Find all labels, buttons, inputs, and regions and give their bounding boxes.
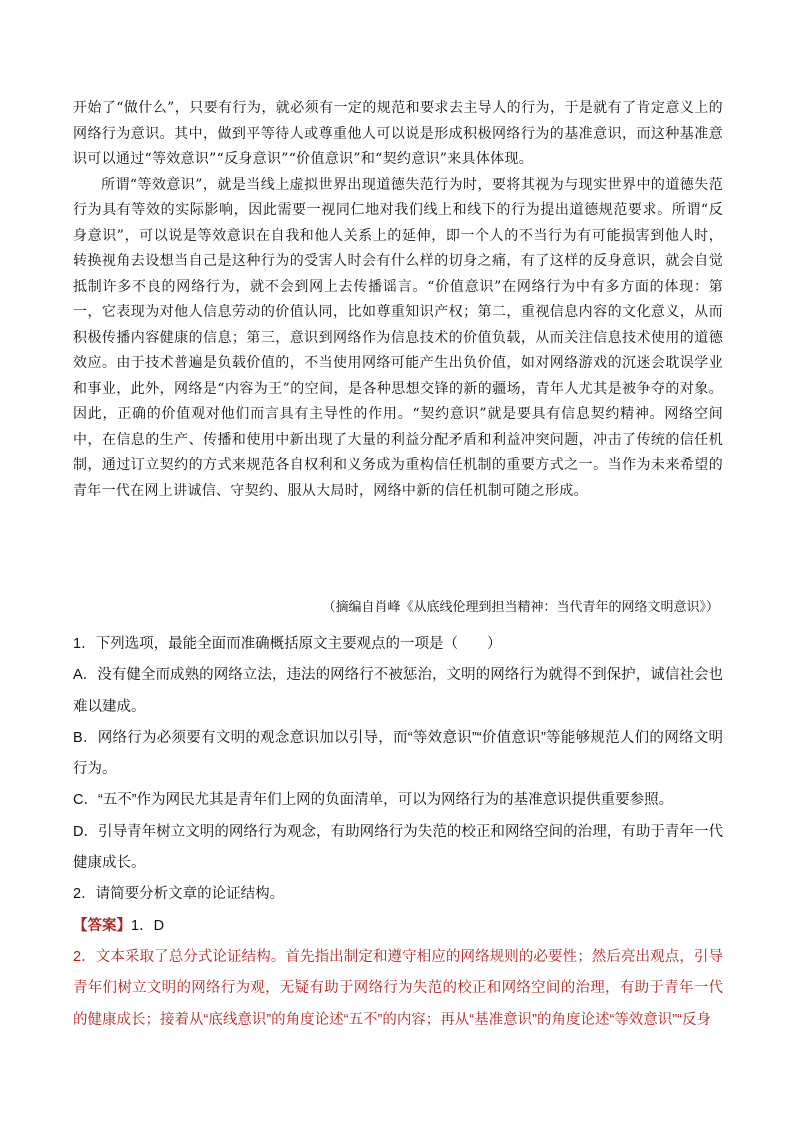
question-1: 1．下列选项，最能全面而准确概括原文主要观点的一项是（ ）: [73, 636, 502, 652]
passage-source: （摘编自肖峰《从底线伦理到担当精神：当代青年的网络文明意识》）: [322, 600, 719, 615]
question-2: 2．请简要分析文章的论证结构。: [73, 886, 285, 903]
reading-passage: [73, 96, 723, 504]
option-b: B．网络行为必须要有文明的观念意识加以引导，而“等效意识”“价值意识”等能够规范人们的网络文明行为。: [73, 729, 723, 778]
answer-1: 1．D: [131, 917, 165, 934]
passage-paragraph-2: 所谓“等效意识”，就是当线上虚拟世界出现道德失范行为时，要将其视为与现实世界中的道德失范行为具有等效的实际影响，因此需要一视同仁地对我们线上和线下的行为提出道德规范要求。所谓“反身意识”，可以说是等效意识在自我和他人关系上的延伸，即一个人的不当行为有可能损害到他人时，转换视角去设想当自己是这种行为的受害人时会有什么样的切身之痛，有了这样的反身意识，就会自觉抵制许多不良的网络行为，就不会到网上去传播谣言。“价值意识”在网络行为中有多方面的体现：第一，它表现为对他人信息劳动的价值认同，比如尊重知识产权；第二，重视信息内容的文化意义，从而积极传播内容健康的信息；第三，意识到网络作为信息技术的价值负载，从而关注信息技术使用的道德效应。由于技术普遍是负载价值的，不当使用网络可能产生出负价值，如对网络游戏的沉迷会耽误学业和事业，此外，网络是“内容为王”的空间，是各种思想交锋的新的疆场，青年人尤其是被争夺的对象。因此，正确的价值观对他们而言具有主导性的作用。“契约意识”就是要具有信息契约精神。网络空间中，在信息的生产、传播和使用中新出现了大量的利益分配矛盾和利益冲突问题，冲击了传统的信任机制，通过订立契约的方式来规范各自权利和义务成为重构信任机制的重要方式之一。当作为未来希望的青年一代在网上讲诚信、守契约、服从大局时，网络中新的信任机制可随之形成。: [73, 176, 723, 499]
option-c: C．“五不”作为网民尤其是青年们上网的负面清单，可以为网络行为的基准意识提供重要参照。: [73, 792, 674, 809]
question-section: [73, 629, 723, 1036]
answer-label: 【答案】: [73, 917, 131, 934]
passage-paragraph-1: 开始了“做什么”，只要有行为，就必须有一定的规范和要求去主导人的行为，于是就有了肯定意义上的网络行为意识。其中，做到平等待人或尊重他人可以说是形成积极网络行为的基准意识，而这种基准意识可以通过“等效意识”“反身意识”“价值意识”和“契约意识”来具体体现。: [73, 100, 723, 167]
answer-2: 2．文本采取了总分式论证结构。首先指出制定和遵守相应的网络规则的必要性；然后亮出观点，引导青年们树立文明的网络行为观，无疑有助于网络行为失范的校正和网络空间的治理，有助于青年一代的健康成长；接着从“底线意识”的角度论述“五不”的内容；再从“基准意识”的角度论述“等效意识”“反身: [73, 948, 723, 1028]
answer-line-1: [73, 911, 723, 942]
option-a: A．没有健全而成熟的网络立法，违法的网络行不被惩治，文明的网络行为就得不到保护，诚信社会也难以建成。: [73, 667, 723, 715]
option-d: D．引导青年树立文明的网络行为观念，有助网络行为失范的校正和网络空间的治理，有助于青年一代健康成长。: [73, 823, 723, 872]
